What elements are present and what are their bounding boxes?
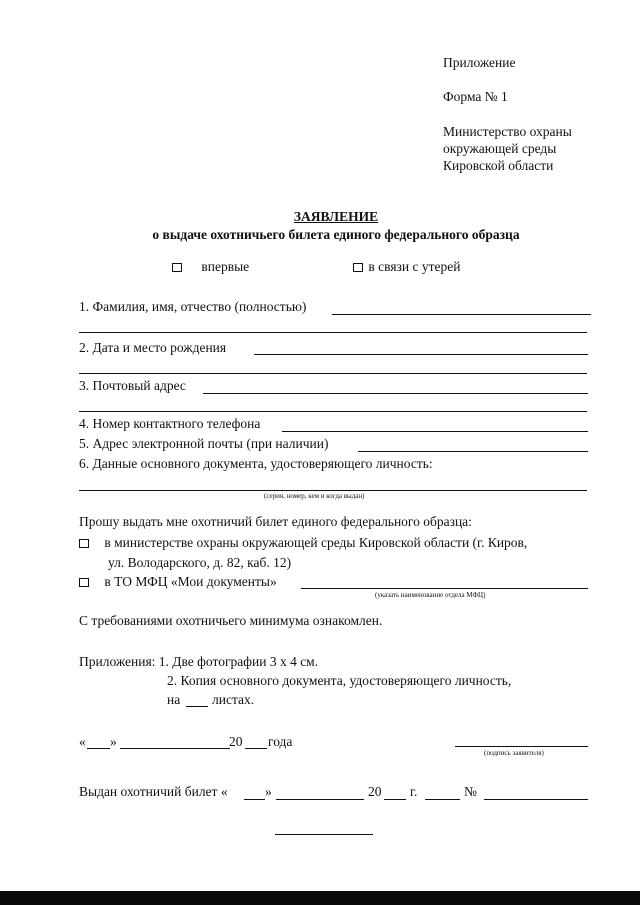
form-number: Форма № 1 [443,89,508,104]
date-year-suffix: года [268,734,293,749]
issued-number-line[interactable] [484,799,588,800]
request-mfc-hint: (указать наименование отдела МФЦ) [375,591,486,599]
field-phone-label: 4. Номер контактного телефона [79,416,261,431]
field-full-name-label: 1. Фамилия, имя, отчество (полностью) [79,299,307,314]
issued-day-line[interactable] [244,799,265,800]
request-option-mfc[interactable] [79,574,277,590]
request-mfc-line[interactable] [301,588,588,589]
attachments-label: Приложения: 1. Две фотографии 3 х 4 см. [79,654,319,669]
issued-label: Выдан охотничий билет « [79,784,228,799]
date-close-quote: » [110,734,117,749]
field-document-line[interactable] [79,490,587,491]
issued-extra-line[interactable] [425,799,460,800]
issued-month-line[interactable] [276,799,364,800]
field-address-line[interactable] [203,393,588,394]
attachments-pages-prefix: на [167,692,181,707]
checkbox-icon[interactable] [353,263,363,272]
request-intro: Прошу выдать мне охотничий билет единого федерального образца: [79,514,472,529]
request-option-ministry-address: ул. Володарского, д. 82, каб. 12) [108,555,292,570]
document-title: ЗАЯВЛЕНИЕ [293,209,379,224]
field-document-hint: (серия, номер, кем и когда выдан) [264,492,365,500]
attachments-item2: 2. Копия основного документа, удостоверяющего личность, [167,673,512,688]
date-year-prefix: 20 [229,734,243,749]
option-lost-label: в связи с утерей [368,259,461,274]
attachments-pages-line[interactable] [186,706,208,707]
field-birth-label: 2. Дата и место рождения [79,340,227,355]
checkbox-icon[interactable] [172,263,182,272]
ministry-line-3: Кировской области [443,158,554,173]
ministry-line-2: окружающей среды [443,141,557,156]
request-option-ministry-label: в министерстве охраны окружающей среды Кировской области (г. Киров, [104,535,528,550]
issued-year-line[interactable] [384,799,406,800]
option-first-time[interactable] [172,259,249,275]
checkbox-icon[interactable] [79,578,89,587]
field-birth-line-2[interactable] [79,373,587,374]
date-year-line[interactable] [245,748,267,749]
field-document-label: 6. Данные основного документа, удостоверяющего личность: [79,456,433,471]
field-birth-line[interactable] [254,354,588,355]
date-month-line[interactable] [120,748,230,749]
option-first-time-label: впервые [201,259,250,274]
ministry-line-1: Министерство охраны [443,124,572,139]
field-full-name-line-2[interactable] [79,332,587,333]
issued-year-suffix: г. [410,784,418,799]
issued-close-quote: » [265,784,272,799]
signature-hint: (подпись заявителя) [484,749,544,757]
signature-line[interactable] [455,746,588,747]
field-full-name-line[interactable] [332,314,591,315]
field-address-label: 3. Почтовый адрес [79,378,186,393]
request-option-mfc-label: в ТО МФЦ «Мои документы» [104,574,277,589]
field-phone-line[interactable] [282,431,588,432]
document-subtitle: о выдаче охотничьего билета единого федерального образца [152,227,520,242]
issued-number-sign: № [464,784,477,799]
official-signature-line[interactable] [275,834,373,835]
acknowledgement-text: С требованиями охотничьего минимума ознакомлен. [79,613,383,628]
checkbox-icon[interactable] [79,539,89,548]
field-email-line[interactable] [358,451,588,452]
scan-edge-bar [0,891,640,905]
field-email-label: 5. Адрес электронной почты (при наличии) [79,436,329,451]
date-day-line[interactable] [87,748,110,749]
field-address-line-2[interactable] [79,411,587,412]
date-open-quote: « [79,734,86,749]
attachments-pages-suffix: листах. [212,692,255,707]
option-lost[interactable] [353,259,460,275]
appendix-label: Приложение [443,55,516,70]
request-option-ministry[interactable] [79,535,527,551]
issued-year-prefix: 20 [368,784,382,799]
